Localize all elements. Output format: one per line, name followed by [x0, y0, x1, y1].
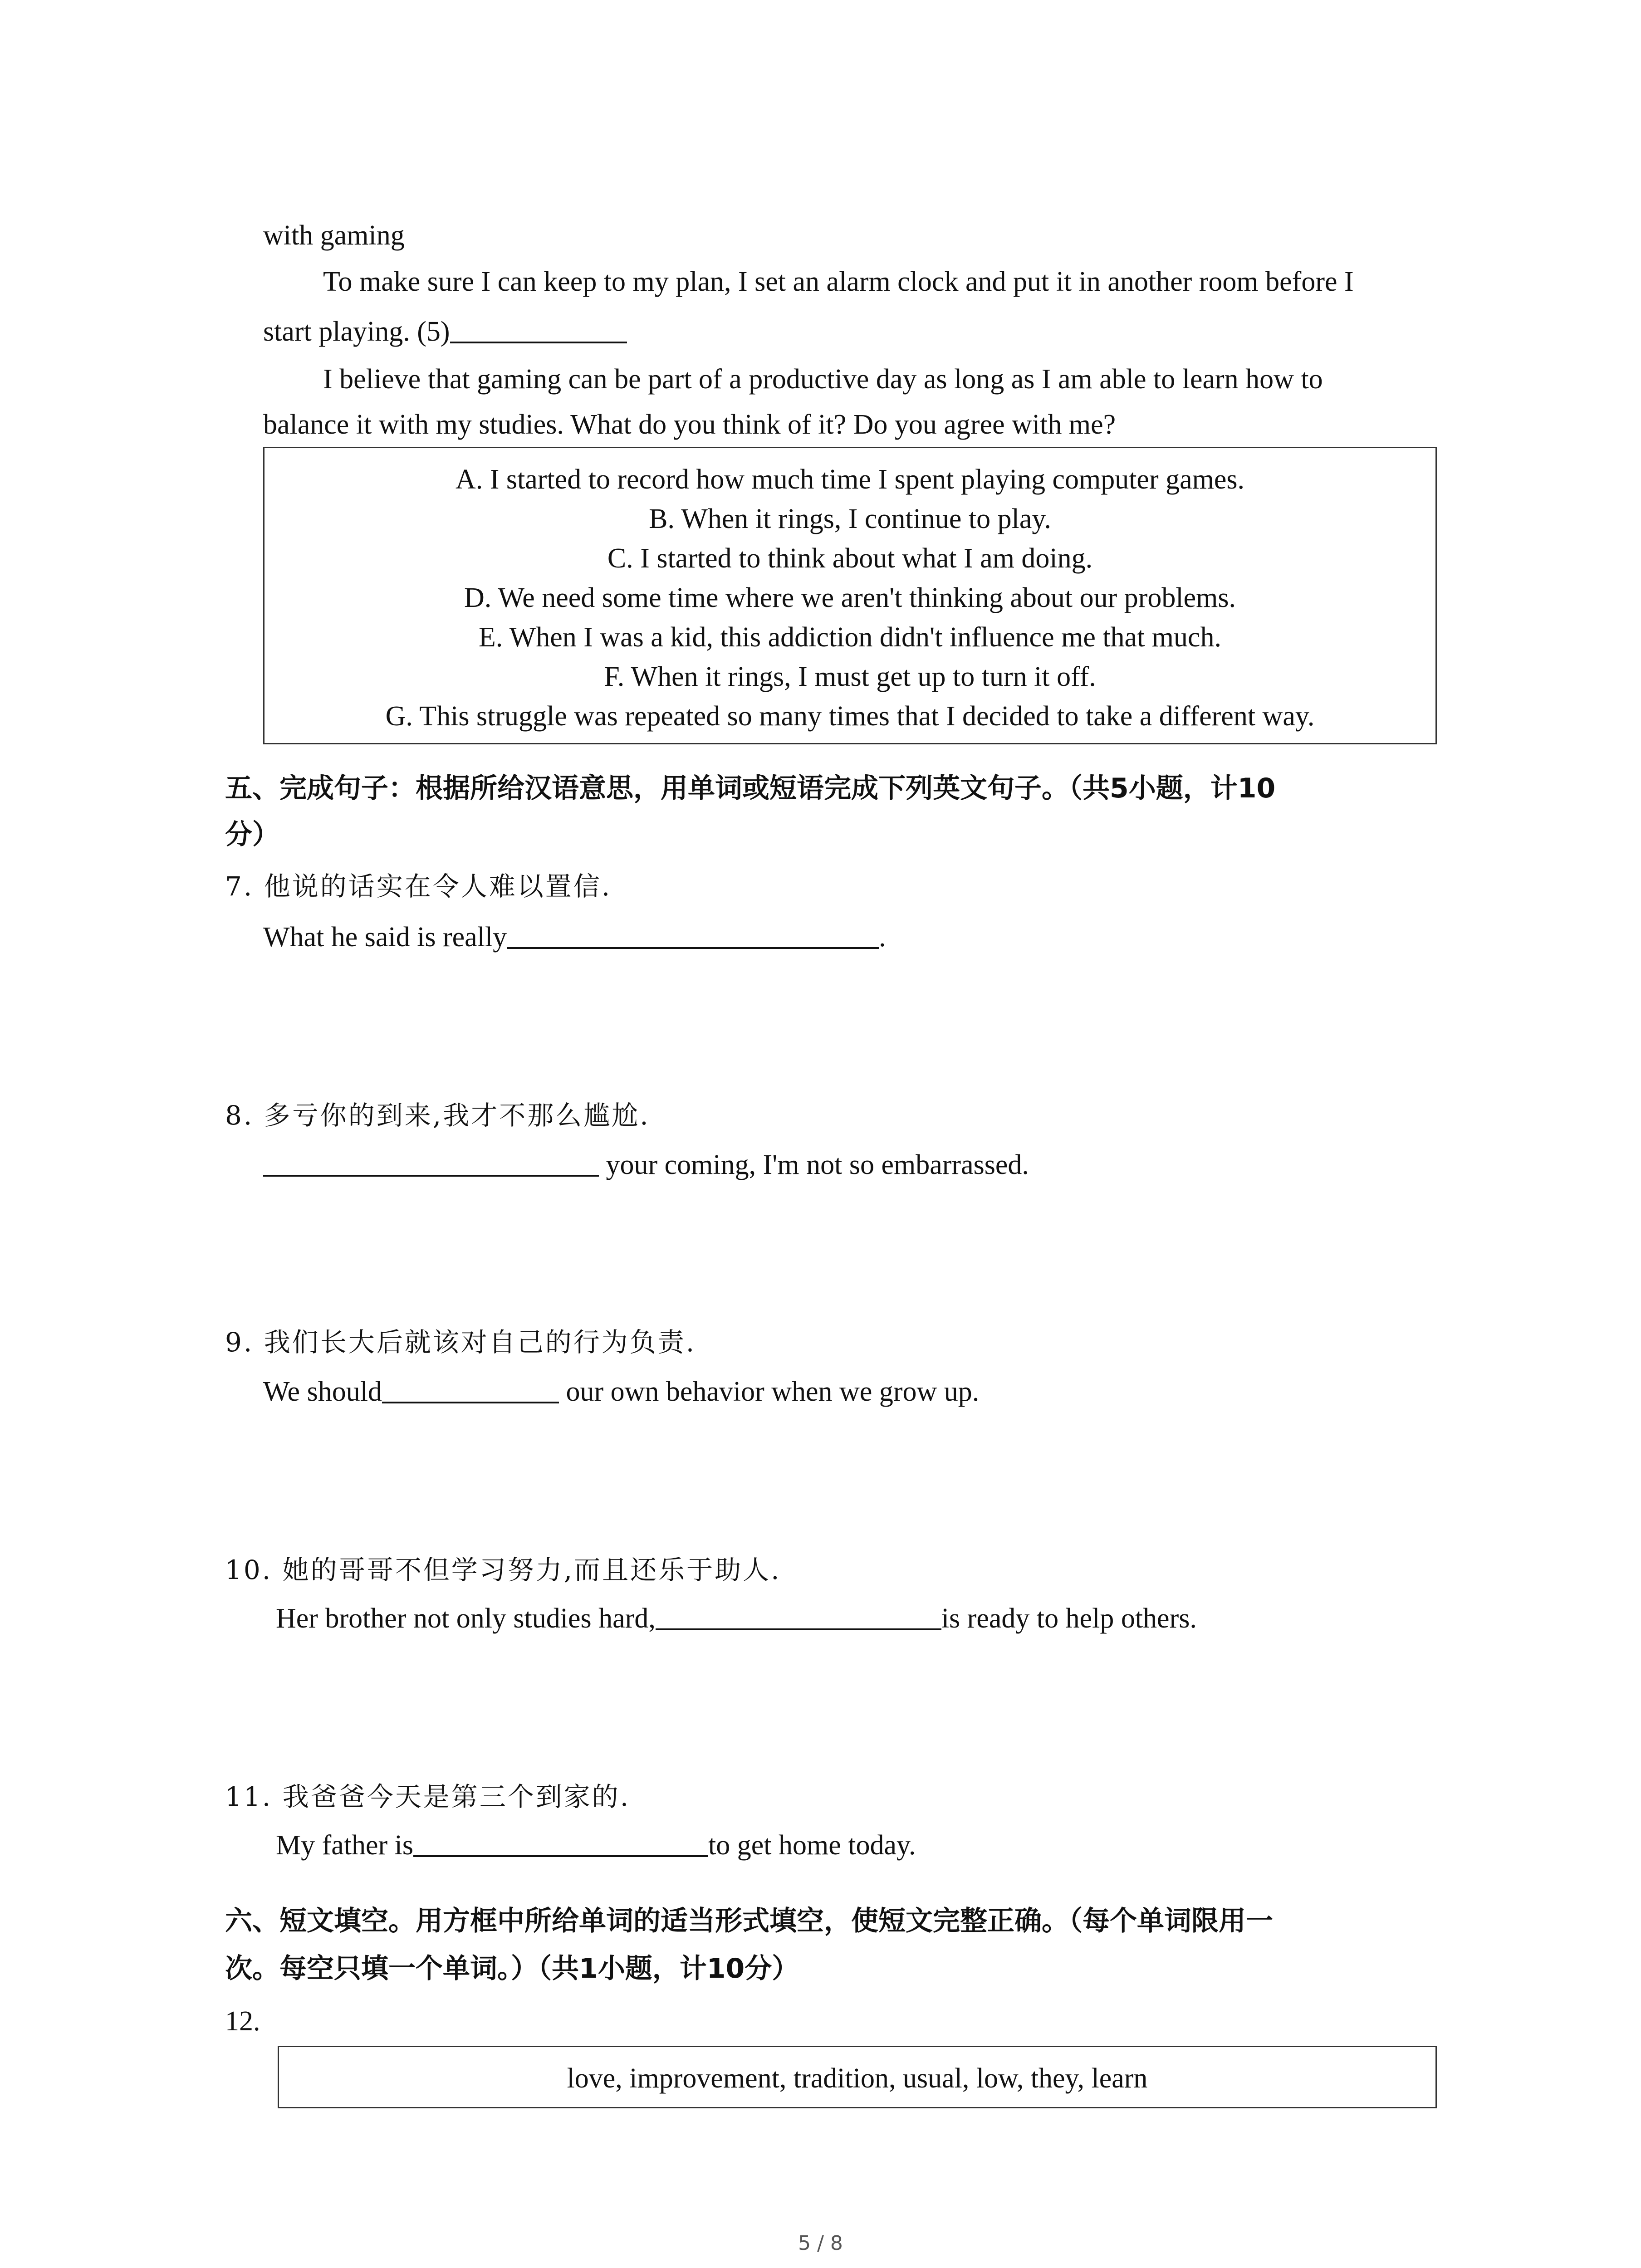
- option-d: D. We need some time where we aren't thinking about our problems.: [464, 582, 1236, 613]
- passage-line: I believe that gaming can be part of a productive day as long as I am able to learn how to: [323, 364, 1323, 395]
- answer-blank-7[interactable]: [507, 924, 879, 949]
- question-sentence: [263, 1151, 1029, 1179]
- sentence-text: to get home today.: [708, 1830, 916, 1861]
- question-sentence: [276, 1831, 916, 1859]
- answer-blank-11[interactable]: [413, 1833, 708, 1857]
- option-b: B. When it rings, I continue to play.: [649, 503, 1051, 534]
- question-sentence: [263, 1378, 979, 1406]
- sentence-text: is ready to help others.: [941, 1603, 1197, 1634]
- question-prompt: [225, 1102, 650, 1129]
- sentence-text: your coming, I'm not so embarrassed.: [599, 1149, 1029, 1180]
- section-heading: 五、完成句子：根据所给汉语意思，用单词或短语完成下列英文句子。（共5小题，计10: [225, 772, 1276, 804]
- section-heading: 六、短文填空。用方框中所给单词的适当形式填空，使短文完整正确。（每个单词限用一: [225, 1905, 1273, 1937]
- question-sentence: [263, 923, 886, 951]
- question-number: 7.: [225, 871, 254, 902]
- passage-line: [263, 318, 627, 346]
- passage-line: balance it with my studies. What do you think of it? Do you agree with me?: [263, 409, 1116, 440]
- answer-blank-8[interactable]: [263, 1152, 599, 1177]
- section-heading: 分）: [225, 819, 279, 850]
- question-number: 9.: [225, 1327, 254, 1358]
- option-a: A. I started to record how much time I spent playing computer games.: [456, 464, 1244, 495]
- option-e: E. When I was a kid, this addiction didn't influence me that much.: [478, 622, 1222, 653]
- question-prompt: [225, 1554, 781, 1585]
- word-list: love, improvement, tradition, usual, low, they, learn: [567, 2063, 1148, 2094]
- sentence-text: What he said is really: [263, 922, 507, 953]
- question-number: 11.: [225, 1781, 273, 1812]
- question-number: 8.: [225, 1100, 254, 1131]
- sentence-text: our own behavior when we grow up.: [558, 1376, 980, 1407]
- page-number: 5 / 8: [798, 2232, 843, 2255]
- option-g: G. This struggle was repeated so many times that I decided to take a different way.: [385, 701, 1315, 732]
- question-prompt: [225, 1327, 696, 1358]
- word-box: [278, 2046, 1437, 2108]
- sentence-text: We should: [263, 1376, 382, 1407]
- answer-blank-5[interactable]: [450, 319, 627, 343]
- option-c: C. I started to think about what I am doing.: [607, 543, 1093, 574]
- question-chinese: 她的哥哥不但学习努力,而且还乐于助人.: [282, 1554, 781, 1585]
- question-sentence: [276, 1604, 1197, 1633]
- passage-line-text: start playing. (5): [263, 316, 450, 347]
- answer-blank-10[interactable]: [656, 1606, 941, 1630]
- option-f: F. When it rings, I must get up to turn it off.: [604, 661, 1096, 692]
- question-prompt: [225, 1781, 631, 1812]
- question-prompt: [225, 871, 612, 902]
- question-chinese: 我们长大后就该对自己的行为负责.: [264, 1327, 696, 1358]
- sentence-text: My father is: [276, 1830, 414, 1861]
- question-chinese: 他说的话实在令人难以置信.: [264, 871, 612, 902]
- sentence-text: Her brother not only studies hard,: [276, 1603, 656, 1634]
- question-chinese: 多亏你的到来,我才不那么尴尬.: [264, 1100, 650, 1131]
- section-heading: 次。每空只填一个单词。）（共1小题，计10分）: [225, 1953, 799, 1984]
- question-number: 12.: [225, 2006, 260, 2037]
- question-number: 10.: [225, 1554, 273, 1585]
- passage-line: To make sure I can keep to my plan, I set an alarm clock and put it in another room before I: [323, 266, 1354, 297]
- answer-blank-9[interactable]: [382, 1379, 559, 1403]
- options-box: [263, 447, 1437, 744]
- sentence-text: .: [879, 922, 886, 953]
- question-chinese: 我爸爸今天是第三个到家的.: [282, 1781, 631, 1812]
- passage-line: with gaming: [263, 220, 405, 251]
